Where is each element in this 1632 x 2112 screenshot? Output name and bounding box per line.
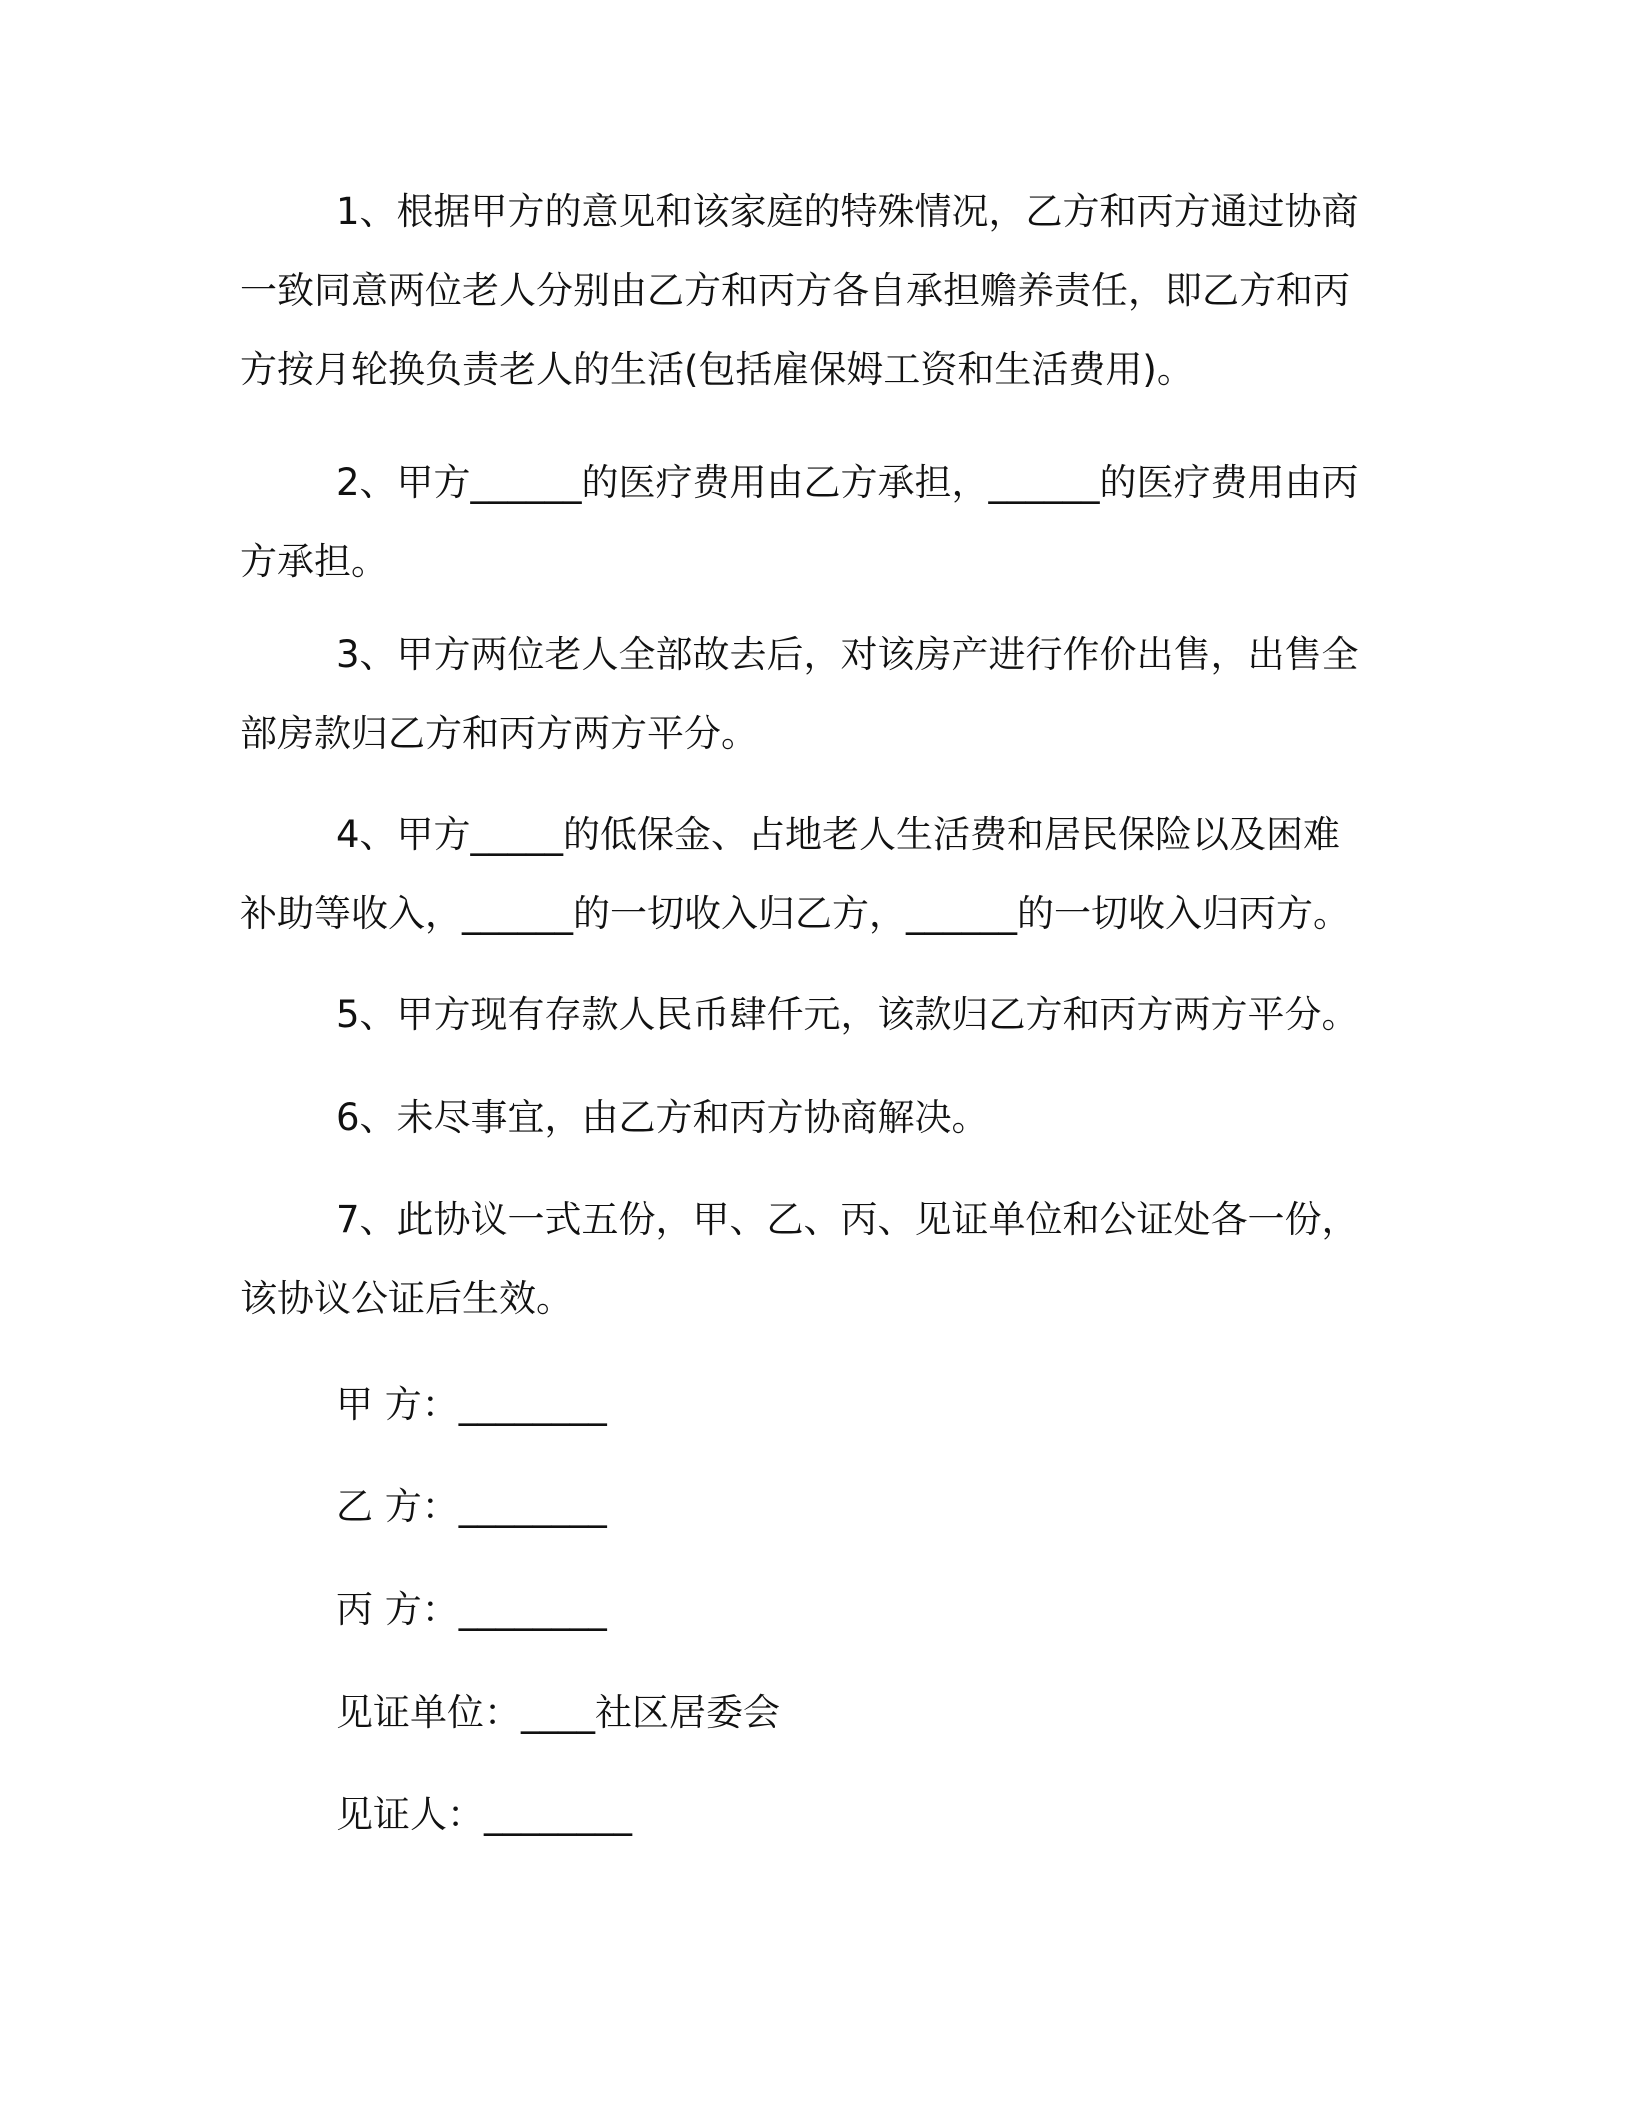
clause-4: 4、甲方_____的低保金、占地老人生活费和居民保险以及困难补助等收入，______的一切收入归乙方，______的一切收入归丙方。 <box>240 813 1350 935</box>
clause-7: 7、此协议一式五份，甲、乙、丙、见证单位和公证处各一份，该协议公证后生效。 <box>240 1198 1359 1320</box>
signature-witness: 见证人：________ <box>336 1793 632 1836</box>
signature-party-b: 乙 方：________ <box>336 1485 607 1528</box>
clause-5: 5、甲方现有存款人民币肆仟元，该款归乙方和丙方两方平分。 <box>336 993 1359 1036</box>
clause-2: 2、甲方______的医疗费用由乙方承担，______的医疗费用由丙方承担。 <box>240 461 1359 583</box>
signature-party-a: 甲 方：________ <box>336 1383 607 1426</box>
signature-witness-unit: 见证单位：____社区居委会 <box>336 1691 780 1734</box>
clause-1: 1、根据甲方的意见和该家庭的特殊情况，乙方和丙方通过协商一致同意两位老人分别由乙方和丙方各自承担赡养责任，即乙方和丙方按月轮换负责老人的生活(包括雇保姆工资和生活费用)。 <box>240 190 1359 391</box>
clause-3: 3、甲方两位老人全部故去后，对该房产进行作价出售，出售全部房款归乙方和丙方两方平分。 <box>240 633 1359 755</box>
clause-6: 6、未尽事宜，由乙方和丙方协商解决。 <box>336 1096 989 1139</box>
signature-party-c: 丙 方：________ <box>336 1588 607 1631</box>
